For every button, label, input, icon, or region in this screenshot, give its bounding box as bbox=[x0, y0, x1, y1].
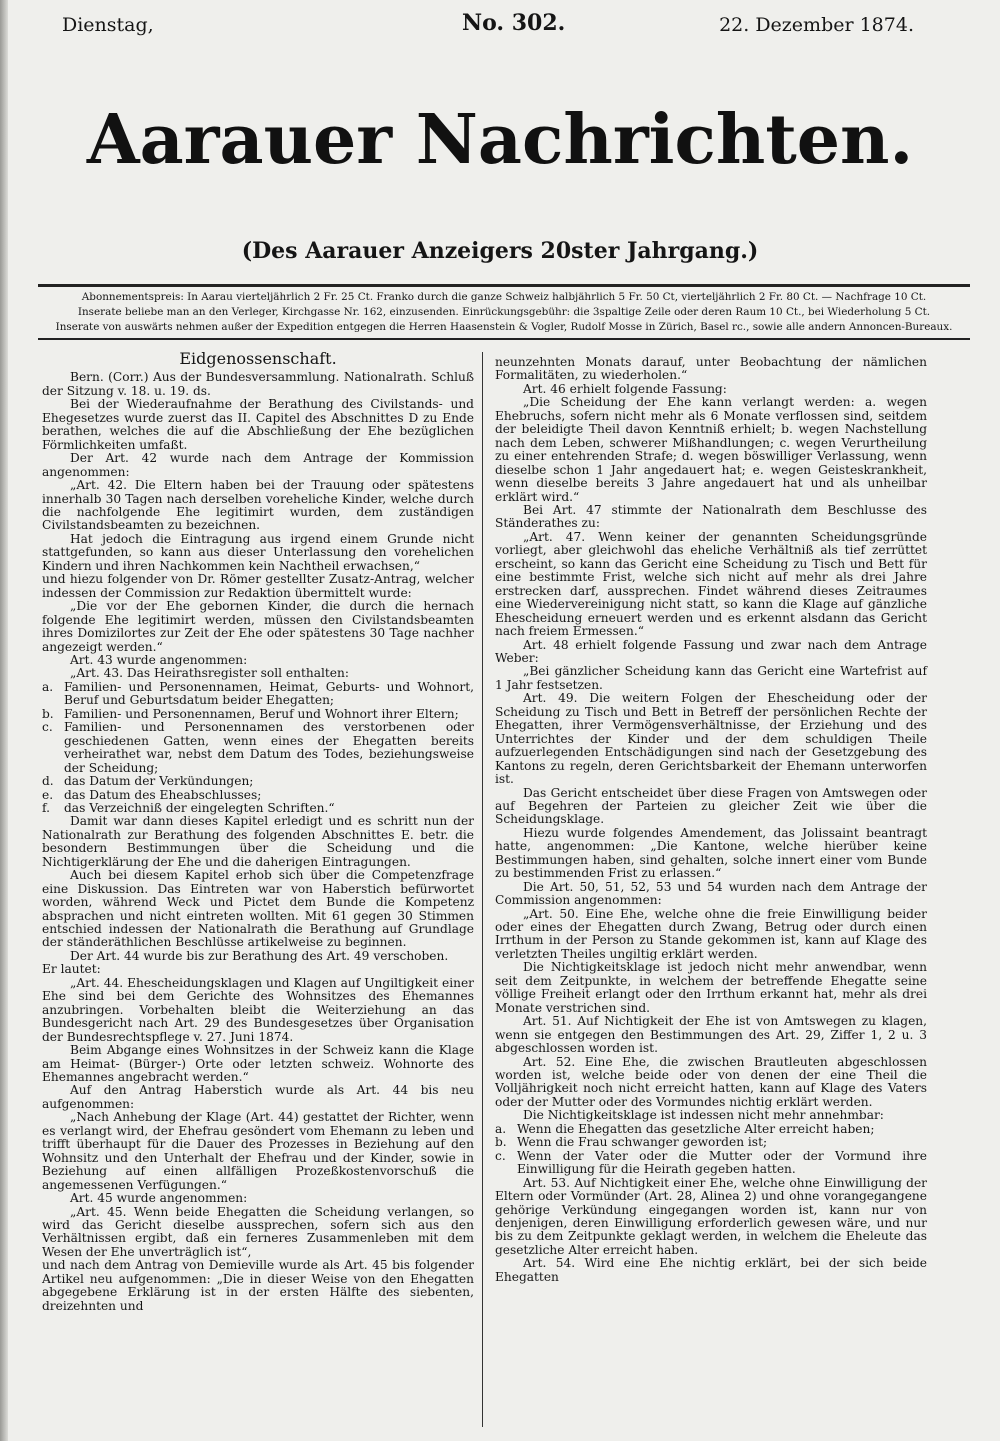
list-item bbox=[495, 1150, 927, 1177]
text: Wenn die Frau schwanger geworden ist; bbox=[517, 1135, 768, 1150]
paragraph bbox=[495, 692, 927, 786]
list-label: a. bbox=[42, 679, 54, 694]
issue-day: Dienstag, bbox=[62, 14, 154, 36]
list-label: d. bbox=[42, 774, 54, 789]
list-label: e. bbox=[42, 787, 54, 802]
text: und hiezu folgender von Dr. Römer gestellter Zusatz-Antrag, welcher indessen der Commission zur Redaktion übermittelt wurde: bbox=[42, 572, 474, 600]
text: Art. 46 erhielt folgende Fassung: bbox=[523, 381, 727, 396]
text: Art. 49. Die weitern Folgen der Ehescheidung oder der Scheidung zu Tisch und Bett in Betreff der persönlichen Rechte der Ehegatten, ihrer Vermögensverhältnisse, der Erziehung und des Unterrichtes der Kinder und der dem schuldigen Theile aufzuerlegenden Entschädigungen sind nach der Gesetzgebung des Kantons zu regeln, deren Gerichtsbarkeit der Ehemann unterworfen ist. bbox=[495, 691, 927, 787]
list-label: a. bbox=[495, 1121, 507, 1136]
list-label: c. bbox=[495, 1148, 506, 1163]
text: Art. 52. Eine Ehe, die zwischen Brautleuten abgeschlossen worden ist, welche beide oder von denen der eine Theil die Volljährigkeit noch nicht erreicht hatten, kann auf Klage des Vaters oder der Mutter oder des Vormundes nichtig erklärt werden. bbox=[495, 1054, 927, 1109]
issue-date: 22. Dezember 1874. bbox=[719, 14, 914, 36]
paragraph bbox=[42, 452, 474, 479]
subscription-info bbox=[40, 290, 968, 335]
paragraph bbox=[495, 787, 927, 827]
text: Eidgenossenschaft. bbox=[179, 349, 337, 368]
paragraph bbox=[495, 881, 927, 908]
text: Bei Art. 47 stimmte der Nationalrath dem Beschlusse des Ständerathes zu: bbox=[495, 502, 927, 531]
text: Beim Abgange eines Wohnsitzes in der Schweiz kann die Klage am Heimat- (Bürger-) Orte oder letzten schweiz. Wohnorte des Ehemannes angebracht werden.“ bbox=[42, 1043, 474, 1085]
paragraph bbox=[495, 396, 927, 504]
scan-edge bbox=[0, 0, 8, 1441]
text: „Art. 42. Die Eltern haben bei der Trauung oder spätestens innerhalb 30 Tagen nach derselben voreheliche Kinder, welche durch die nachfolgende Ehe legitimirt wurden, dem zuständigen Civilstandsbeamten zu bezeichnen. bbox=[42, 478, 474, 533]
text: Das Gericht entscheidet über diese Fragen von Amtswegen oder auf Begehren der Parteien zu gleicher Zeit wie über die Scheidungsklage. bbox=[495, 785, 927, 827]
text: Die Art. 50, 51, 52, 53 und 54 wurden nach dem Antrage der Commission angenommen: bbox=[495, 879, 927, 908]
text: und nach dem Antrag von Demieville wurde als Art. 45 bis folgender Artikel neu aufgenommen: „Die in dieser Weise von den Ehegatten abgegebene Erklärung ist in der ersten Hälfte des siebenten, dreizehnten und bbox=[42, 1258, 474, 1313]
paragraph bbox=[42, 398, 474, 452]
paragraph bbox=[495, 827, 927, 881]
list-item bbox=[42, 802, 474, 815]
column-divider bbox=[482, 352, 483, 1427]
paragraph bbox=[42, 950, 474, 963]
text: Wenn der Vater oder die Mutter oder der Vormund ihre Einwilligung für die Heirath gegeben hatten. bbox=[517, 1148, 927, 1177]
text: Art. 48 erhielt folgende Fassung und zwar nach dem Antrage Weber: bbox=[495, 637, 927, 665]
list-label: c. bbox=[42, 720, 53, 735]
header-rule-top bbox=[38, 284, 970, 287]
paragraph bbox=[42, 1192, 474, 1205]
list-item bbox=[42, 721, 474, 775]
text: Die Nichtigkeitsklage ist jedoch nicht mehr anwendbar, wenn seit dem Zeitpunkte, in welchem der betreffende Ehegatte seine völlige Freiheit erlangt oder den Irrthum erkannt hat, mehr als drei Monate verstrichen sind. bbox=[495, 960, 927, 1015]
text: Auch bei diesem Kapitel erhob sich über die Competenzfrage eine Diskussion. Das Eintreten war von Haberstich befürwortet worden, während Weck und Pictet dem Bunde die Kompetenz absprachen und nicht eintreten wollten. Mit 61 gegen 30 Stimmen entschied indessen der Nationalrath die Berathung auf Grundlage der ständeräthlichen Beschlüsse artikelweise zu beginnen. bbox=[42, 868, 474, 950]
paragraph bbox=[495, 908, 927, 962]
paragraph bbox=[42, 654, 474, 667]
text: Familien- und Personennamen, Beruf und Wohnort ihrer Eltern; bbox=[64, 706, 459, 721]
list-item bbox=[42, 789, 474, 802]
paragraph bbox=[42, 1111, 474, 1192]
paragraph bbox=[495, 504, 927, 531]
paragraph bbox=[42, 573, 474, 600]
text: „Art. 50. Eine Ehe, welche ohne die freie Einwilligung beider oder eines der Ehegatten durch Zwang, Betrug oder durch einen Irrthum in der Person zu Stande gekommen ist, kann auf Klage des verletzten Theiles ungiltig erklärt werden. bbox=[495, 906, 927, 961]
paragraph bbox=[42, 533, 474, 573]
paragraph bbox=[42, 963, 474, 976]
list-item bbox=[495, 1123, 927, 1136]
paragraph bbox=[42, 667, 474, 680]
article-column-right bbox=[495, 356, 927, 1284]
paragraph bbox=[495, 1257, 927, 1284]
paragraph bbox=[42, 600, 474, 654]
info-line: Abonnementspreis: In Aarau vierteljährlich 2 Fr. 25 Ct. Franko durch die ganze Schweiz halbjährlich 5 Fr. 50 Ct, vierteljährlich 2 Fr. 80 Ct. — Nachfrage 10 Ct. bbox=[81, 291, 927, 303]
paragraph bbox=[42, 1084, 474, 1111]
text: Art. 53. Auf Nichtigkeit einer Ehe, welche ohne Einwilligung der Eltern oder Vormünder (Art. 28, Alinea 2) und ohne vorangegangene gehörige Verkündung eingegangen worden ist, kann nur von denjenigen, deren Einwilligung erforderlich gewesen wäre, und nur bis zu dem Zeitpunkte geklagt werden, in welchem die Eheleute das gesetzliche Alter erreicht haben. bbox=[495, 1175, 927, 1257]
text: Bern. (Corr.) Aus der Bundesversammlung. Nationalrath. Schluß der Sitzung v. 18. u. 19. ds. bbox=[42, 370, 474, 398]
text: Auf den Antrag Haberstich wurde als Art. 44 bis neu aufgenommen: bbox=[42, 1083, 474, 1111]
text: das Datum des Eheabschlusses; bbox=[64, 787, 262, 802]
paragraph bbox=[42, 1044, 474, 1084]
text: das Datum der Verkündungen; bbox=[64, 774, 254, 789]
paragraph bbox=[495, 639, 927, 666]
article-column-left bbox=[42, 349, 474, 1313]
masthead-title: Aarauer Nachrichten. bbox=[86, 100, 914, 180]
info-line: Inserate beliebe man an den Verleger, Kirchgasse Nr. 162, einzusenden. Einrückungsgebühr: die 3spaltige Zeile oder deren Raum 10 Ct., bei Wiederholung 5 Ct. bbox=[77, 306, 931, 318]
text: Bei der Wiederaufnahme der Berathung des Civilstands- und Ehegesetzes wurde zuerst das II. Capitel des Abschnittes D zu Ende berathen, welches die auf die Abschließung der Ehe bezüglichen Förmlichkeiten umfaßt. bbox=[42, 397, 474, 452]
text: Wenn die Ehegatten das gesetzliche Alter erreicht haben; bbox=[517, 1121, 875, 1136]
text: Er lautet: bbox=[42, 962, 101, 977]
masthead-subtitle: (Des Aarauer Anzeigers 20ster Jahrgang.) bbox=[241, 238, 759, 264]
list-item bbox=[42, 681, 474, 708]
section-heading bbox=[42, 349, 474, 368]
list-label: f. bbox=[42, 800, 50, 815]
info-line: Inserate von auswärts nehmen außer der Expedition entgegen die Herren Haasenstein & Vogler, Rudolf Mosse in Zürich, Basel rc., sowie alle andern Annoncen-Bureaux. bbox=[55, 321, 953, 333]
text: Hiezu wurde folgendes Amendement, das Jolissaint beantragt hatte, angenommen: „Die Kantone, welche hierüber keine Bestimmungen haben, sind gehalten, solche innert einer vom Bunde zu bestimmenden Frist zu erlassen.“ bbox=[495, 825, 927, 881]
text: Familien- und Personennamen, Heimat, Geburts- und Wohnort, Beruf und Geburtsdatum beider Ehegatten; bbox=[64, 679, 474, 708]
paragraph bbox=[495, 356, 927, 383]
paragraph bbox=[495, 1015, 927, 1055]
paragraph bbox=[42, 371, 474, 398]
text: neunzehnten Monats darauf, unter Beobachtung der nämlichen Formalitäten, zu wiederholen.“ bbox=[495, 355, 927, 383]
paragraph bbox=[495, 1109, 927, 1122]
text: Damit war dann dieses Kapitel erledigt und es schritt nun der Nationalrath zur Berathung des folgenden Abschnittes E. betr. die besondern Bestimmungen über die Scheidung und die Nichtigerklärung der Ehe und die daherigen Eintragungen. bbox=[42, 814, 474, 869]
text: „Art. 47. Wenn keiner der genannten Scheidungsgründe vorliegt, aber gleichwohl das eheliche Verhältniß als tief zerrüttet erscheint, so kann das Gericht eine Scheidung zu Tisch und Bett für eine bestimmte Frist, welche sich nicht auf mehr als drei Jahre erstrecken darf, aussprechen. Findet während dieses Zeitraumes eine Wiedervereinigung nicht statt, so kann die Klage auf gänzliche Ehescheidung erneuert werden und es erkennt alsdann das Gericht nach freiem Ermessen.“ bbox=[495, 529, 927, 639]
issue-number: No. 302. bbox=[462, 10, 566, 36]
text: „Die Scheidung der Ehe kann verlangt werden: a. wegen Ehebruchs, sofern nicht mehr als 6 Monate verflossen sind, seitdem der beleidigte Theil davon Kenntniß erhielt; b. wegen Nachstellung nach dem Leben, schwerer Mißhandlungen; c. wegen Verurtheilung zu einer entehrenden Strafe; d. wegen böswilliger Verlassung, wenn dieselbe schon 1 Jahr angedauert hat; e. wegen Geisteskrankheit, wenn dieselbe bereits 3 Jahre angedauert hat und als unheilbar erklärt wird.“ bbox=[495, 395, 927, 504]
paragraph bbox=[42, 1206, 474, 1260]
text: Der Art. 42 wurde nach dem Antrage der Kommission angenommen: bbox=[42, 451, 474, 479]
paragraph bbox=[42, 1259, 474, 1313]
paragraph bbox=[495, 961, 927, 1015]
list-item bbox=[42, 708, 474, 721]
paragraph bbox=[42, 815, 474, 869]
text: Familien- und Personennamen des verstorbenen oder geschiedenen Gatten, wenn eines der Ehegatten bereits verheirathet war, nebst dem Datum des Todes, beziehungsweise der Scheidung; bbox=[64, 720, 474, 775]
text: „Art. 45. Wenn beide Ehegatten die Scheidung verlangen, so wird das Gericht dieselbe aussprechen, sofern sich aus den Verhältnissen ergibt, daß ein ferneres Zusammenleben mit dem Wesen der Ehe unverträglich ist“, bbox=[42, 1204, 474, 1259]
text: das Verzeichniß der eingelegten Schriften.“ bbox=[64, 800, 335, 815]
list-label: b. bbox=[495, 1135, 507, 1150]
text: Der Art. 44 wurde bis zur Berathung des Art. 49 verschoben. bbox=[70, 948, 449, 963]
text: Hat jedoch die Eintragung aus irgend einem Grunde nicht stattgefunden, so kann aus dieser Unterlassung den vorehelichen Kindern und ihren Nachkommen kein Nachtheil erwachsen,“ bbox=[42, 531, 474, 573]
text: „Art. 44. Ehescheidungsklagen und Klagen auf Ungiltigkeit einer Ehe sind bei dem Gerichte des Wohnsitzes des Ehemannes anzubringen. Vorbehalten bleibt die Weiterziehung an das Bundesgericht nach Art. 29 des Bundesgesetzes über Organisation der Bundesrechtspflege v. 27. Juni 1874. bbox=[42, 975, 474, 1044]
text: „Bei gänzlicher Scheidung kann das Gericht eine Wartefrist auf 1 Jahr festsetzen. bbox=[495, 664, 927, 692]
header-rule-bottom bbox=[38, 338, 970, 340]
paragraph bbox=[495, 1177, 927, 1258]
paragraph bbox=[495, 1056, 927, 1110]
paragraph bbox=[495, 665, 927, 692]
text: Art. 45 wurde angenommen: bbox=[70, 1191, 248, 1206]
text: „Die vor der Ehe gebornen Kinder, die durch die hernach folgende Ehe legitimirt werden, müssen den Civilstandsbeamten ihres Domizilortes zur Zeit der Ehe oder spätestens 30 Tage nachher angezeigt werden.“ bbox=[42, 599, 474, 654]
paragraph bbox=[42, 869, 474, 950]
list-label: b. bbox=[42, 706, 54, 721]
list-item bbox=[495, 1136, 927, 1149]
text: Art. 54. Wird eine Ehe nichtig erklärt, bei der sich beide Ehegatten bbox=[495, 1256, 927, 1284]
paragraph bbox=[495, 383, 927, 396]
text: Die Nichtigkeitsklage ist indessen nicht mehr annehmbar: bbox=[523, 1108, 884, 1123]
paragraph bbox=[495, 531, 927, 639]
text: Art. 43 wurde angenommen: bbox=[70, 652, 248, 667]
paragraph bbox=[42, 479, 474, 533]
text: „Art. 43. Das Heirathsregister soll enthalten: bbox=[70, 666, 349, 681]
list-item bbox=[42, 775, 474, 788]
paragraph bbox=[42, 977, 474, 1044]
text: Art. 51. Auf Nichtigkeit der Ehe ist von Amtswegen zu klagen, wenn sie entgegen den Bestimmungen des Art. 29, Ziffer 1, 2 u. 3 abgeschlossen worden ist. bbox=[495, 1014, 927, 1056]
text: „Nach Anhebung der Klage (Art. 44) gestattet der Richter, wenn es verlangt wird, der Ehefrau gesöndert vom Ehemann zu leben und trifft überhaupt für die Dauer des Prozesses in Beziehung auf den Wohnsitz und den Unterhalt der Ehefrau und der Kinder, sowie in Beziehung auf einen allfälligen Prozeßkostenvorschuß die angemessenen Verfügungen.“ bbox=[42, 1110, 474, 1192]
